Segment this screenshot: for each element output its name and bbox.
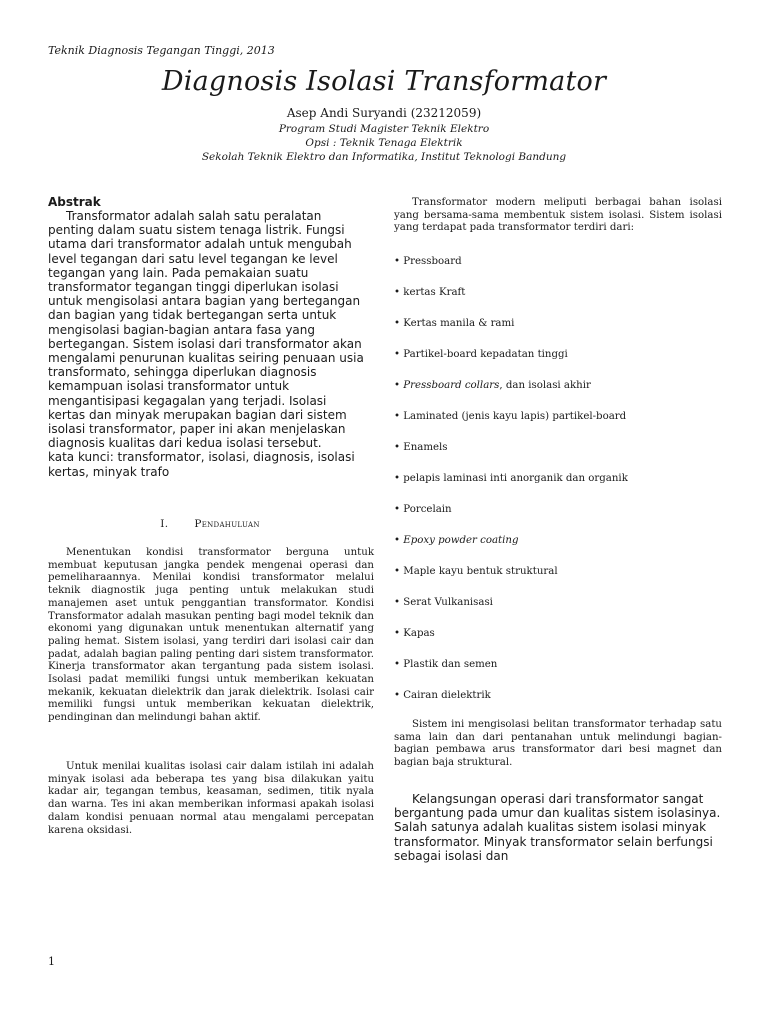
list-item-text: Kertas manila & rami	[403, 318, 515, 329]
affiliation-program: Program Studi Magister Teknik Elektro	[278, 123, 490, 135]
insulation-function-paragraph	[394, 719, 722, 770]
paragraph-text: Untuk menilai kualitas isolasi cair dalam istilah ini adalah minyak isolasi ada beberapa tes yang bisa dilakukan yaitu kadar air, tegangan tembus, keasaman, sedimen, titik nyala dan warna. Tes ini akan memberikan informasi apakah isolasi dalam kondisi penuaan normal atau mengalami percepatan karena oksidasi.	[48, 761, 374, 836]
list-item	[394, 255, 724, 286]
paragraph-text: Sistem ini mengisolasi belitan transformator terhadap satu sama lain dan dari pentanahan untuk melindungi bagian-bagian pembawa arus transformator dari besi magnet dan bagian baja struktural.	[394, 719, 722, 769]
list-item-text: Serat Vulkanisasi	[403, 597, 493, 608]
list-item	[394, 348, 724, 379]
list-item-text: pelapis laminasi inti anorganik dan organik	[403, 473, 628, 484]
list-item	[394, 689, 724, 720]
paragraph-text: Menentukan kondisi transformator berguna untuk membuat keputusan jangka pendek mengenai operasi dan pemeliharaannya. Menilai kondisi transformator melalui teknik diagnostik juga penting untuk melakukan studi manajemen aset untuk penggantian transformator. Kondisi Transformator adalah masukan penting bagi model teknik dan ekonomi yang digunakan untuk menentukan alternatif yang paling hemat. Sistem isolasi, yang terdiri dari isolasi cair dan padat, adalah bagian paling penting dari sistem transformator. Kinerja transformator akan tergantung pada sistem isolasi. Isolasi padat memiliki fungsi untuk memberikan kekuatan mekanik, kekuatan dielektrik dan jarak dielektrik. Isolasi cair memiliki fungsi untuk memberikan kekuatan dielektrik, pendinginan dan melindungi bahan aktif.	[48, 547, 374, 724]
list-item-text: Kapas	[403, 628, 435, 639]
list-item-text: Enamels	[403, 442, 448, 453]
bullet-marker: •	[394, 659, 401, 670]
insulation-materials-list	[394, 255, 724, 720]
author-line: Asep Andi Suryandi (23212059)	[286, 106, 482, 120]
list-item-text: Laminated (jenis kayu lapis) partikel-board	[403, 411, 627, 422]
bullet-marker: •	[394, 411, 401, 422]
list-item	[394, 658, 724, 689]
list-item-text: Plastik dan semen	[403, 659, 498, 670]
abstract-body: Transformator adalah salah satu peralatan penting dalam suatu sistem tenaga listrik. Fungsi utama dari transformator adalah untuk mengubah level tegangan dari satu level tegangan ke level tegangan yang lain. Pada pemakaian suatu transformator tegangan tinggi diperlukan isolasi untuk mengisolasi antara bagian yang bertegangan dan bagian yang tidak bertegangan serta untuk mengisolasi bagian-bagian antara fasa yang bertegangan. Sistem isolasi dari transformator akan mengalami penurunan kualitas seiring penuaan usia transformato, sehingga diperlukan diagnosis kemampuan isolasi transformator untuk mengantisipasi kegagalan yang terjadi. Isolasi kertas dan minyak merupakan bagian dari sistem isolasi transformator, paper ini akan menjelaskan diagnosis kualitas dari kedua isolasi tersebut.	[48, 209, 364, 451]
bullet-marker: •	[394, 380, 401, 391]
section-heading	[48, 518, 372, 530]
bullet-marker: •	[394, 628, 401, 639]
list-item-italic-text: Epoxy powder coating	[403, 535, 519, 546]
list-item-text: Pressboard	[403, 256, 462, 267]
list-item	[394, 441, 724, 472]
bullet-marker: •	[394, 318, 401, 329]
list-item-text: Porcelain	[403, 504, 452, 515]
bullet-marker: •	[394, 349, 401, 360]
list-item	[394, 596, 724, 627]
bullet-marker: •	[394, 442, 401, 453]
list-item-text: , dan isolasi akhir	[499, 380, 591, 391]
abstract-heading: Abstrak	[48, 195, 101, 209]
bullet-marker: •	[394, 566, 401, 577]
list-item-text: Maple kayu bentuk struktural	[403, 566, 558, 577]
list-item	[394, 379, 724, 410]
list-item-italic-text: Pressboard collars	[403, 380, 500, 391]
list-item	[394, 317, 724, 348]
list-item	[394, 286, 724, 317]
paper-title: Diagnosis Isolasi Transformator	[161, 66, 607, 97]
affiliation-option: Opsi : Teknik Tenaga Elektrik	[305, 137, 463, 149]
bullet-marker: •	[394, 287, 401, 298]
paragraph-text: Kelangsungan operasi dari transformator sangat bergantung pada umur dan kualitas sistem isolasinya. Salah satunya adalah kualitas sistem isolasi minyak transformator. Minyak transformator selain berfungsi sebagai isolasi dan	[394, 792, 721, 863]
list-item-text: kertas Kraft	[403, 287, 466, 298]
bullet-marker: •	[394, 535, 401, 546]
list-item	[394, 534, 724, 565]
bullet-marker: •	[394, 597, 401, 608]
list-item	[394, 472, 724, 503]
list-item	[394, 627, 724, 658]
list-item	[394, 410, 724, 441]
intro-paragraph-2	[48, 761, 374, 837]
section-title: Pendahuluan	[194, 518, 260, 530]
bullet-marker: •	[394, 473, 401, 484]
list-item-text: Partikel-board kepadatan tinggi	[403, 349, 568, 360]
continuation-paragraph	[394, 792, 724, 863]
abstract-text	[48, 209, 366, 479]
section-number: I.	[160, 518, 169, 530]
page-number: 1	[48, 955, 55, 968]
list-item-text: Cairan dielektrik	[403, 690, 491, 701]
affiliation-institution: Sekolah Teknik Elektro dan Informatika, Institut Teknologi Bandung	[201, 151, 567, 163]
abstract-keywords: kata kunci: transformator, isolasi, diagnosis, isolasi kertas, minyak trafo	[48, 450, 355, 479]
bullet-marker: •	[394, 690, 401, 701]
list-item	[394, 503, 724, 534]
bullet-marker: •	[394, 256, 401, 267]
list-item	[394, 565, 724, 596]
paragraph-text: Transformator modern meliputi berbagai bahan isolasi yang bersama-sama membentuk sistem isolasi. Sistem isolasi yang terdapat pada transformator terdiri dari:	[394, 197, 722, 234]
bullet-marker: •	[394, 504, 401, 515]
running-head: Teknik Diagnosis Tegangan Tinggi, 2013	[48, 44, 275, 57]
intro-paragraph-1	[48, 547, 374, 725]
insulation-intro-paragraph	[394, 197, 722, 235]
